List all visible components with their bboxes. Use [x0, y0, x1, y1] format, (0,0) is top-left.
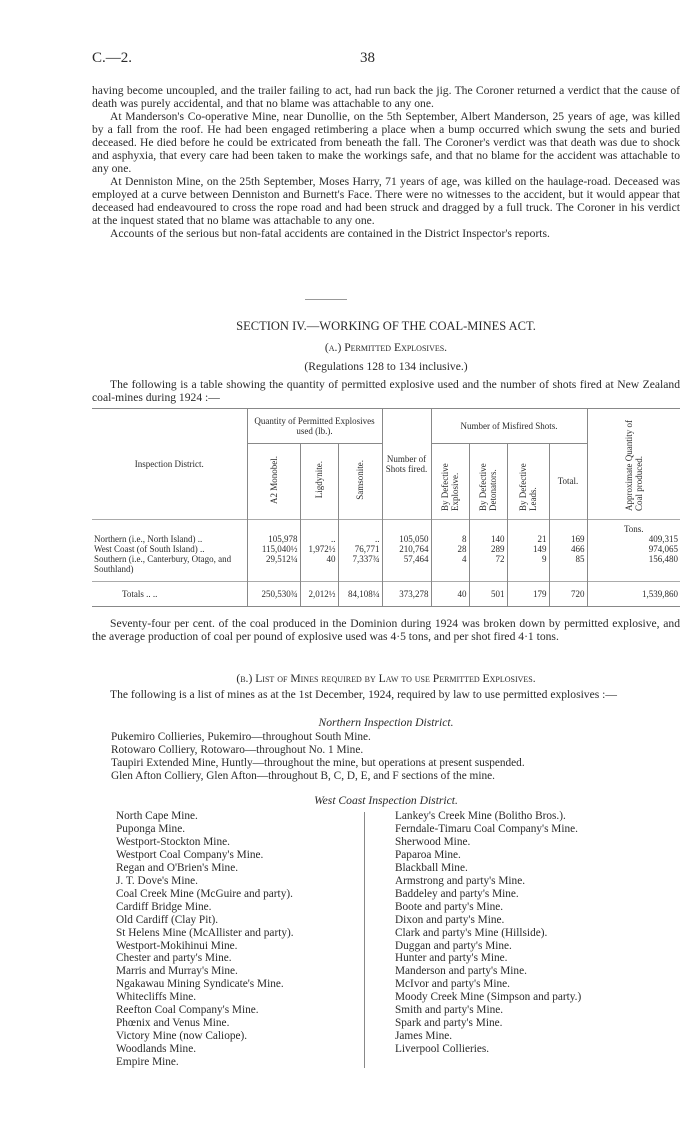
list-item: Woodlands Mine.: [116, 1043, 197, 1056]
column-divider: [364, 812, 365, 1068]
list-item: Armstrong and party's Mine.: [395, 874, 526, 887]
section-title: SECTION IV.—WORKING OF THE COAL-MINES ACT.: [236, 319, 536, 333]
list-item: Phœnix and Venus Mine.: [116, 1017, 230, 1030]
header-district: Inspection District.: [134, 458, 204, 469]
cell-shots: 373,278: [382, 582, 431, 606]
list-item: Dixon and party's Mine.: [395, 913, 505, 926]
paragraph: The following is a table showing the quantity of permitted explosive used and the number of shots fired at New Zealand coal-mines during 1924 :—: [92, 378, 680, 404]
header-def-leads: By Defective Leads.: [507, 443, 549, 519]
list-item: Pukemiro Collieries, Pukemiro—throughout South Mine.: [111, 731, 371, 743]
list-item: Reefton Coal Company's Mine.: [116, 1004, 259, 1017]
header-total: Total.: [549, 443, 587, 519]
cell-def-detonators: 72: [469, 554, 507, 574]
cell-def-leads: 21: [507, 534, 549, 544]
cell-monobel: 29,512¼: [247, 554, 300, 574]
list-item: Whitecliffs Mine.: [116, 991, 197, 1004]
westcoast-mines-right: [395, 810, 581, 1056]
page-number: 38: [360, 50, 375, 66]
list-item: Blackball Mine.: [395, 861, 468, 874]
header-samsonite: Samsonite.: [338, 443, 382, 519]
header-shots: Number of Shots fired.: [382, 409, 431, 519]
list-item: St Helens Mine (McAllister and party).: [116, 926, 294, 939]
cell-ligdynite: 1,972½: [300, 544, 338, 554]
cell-def-explosive: 8: [431, 534, 469, 544]
westcoast-district-title: West Coast Inspection District.: [314, 794, 458, 807]
accident-paragraphs: [92, 84, 680, 240]
cell-shots: 57,464: [382, 554, 431, 574]
list-intro: [92, 688, 680, 701]
cell-coal: 156,480: [587, 554, 680, 574]
table-row: [92, 554, 680, 574]
cell-samsonite: 84,108¼: [338, 582, 382, 606]
list-item: Marris and Murray's Mine.: [116, 965, 238, 978]
cell-coal: 1,539,860: [587, 582, 680, 606]
cell-samsonite: 7,337¾: [338, 554, 382, 574]
list-item: James Mine.: [395, 1030, 453, 1043]
cell-district: West Coast (of South Island) ..: [94, 543, 205, 554]
paragraph: The following is a list of mines as at the 1st December, 1924, required by law to use permitted explosives :—: [110, 688, 617, 701]
cell-total: 85: [549, 554, 587, 574]
list-item: Taupiri Extended Mine, Huntly—throughout the mine, but operations at present suspended.: [111, 756, 525, 769]
header-coal: Approximate Quantity of Coal produced.: [587, 409, 680, 519]
list-item: Regan and O'Brien's Mine.: [116, 861, 239, 874]
cell-monobel: 250,530¾: [247, 582, 300, 606]
list-item: Westport-Mokihinui Mine.: [116, 939, 238, 952]
cell-coal: 409,315: [587, 534, 680, 544]
list-item: Old Cardiff (Clay Pit).: [116, 913, 219, 926]
northern-district-title: Northern Inspection District.: [318, 716, 454, 729]
list-item: Puponga Mine.: [116, 822, 186, 835]
cell-shots: 105,050: [382, 534, 431, 544]
cell-def-detonators: 501: [469, 582, 507, 606]
cell-def-leads: 9: [507, 554, 549, 574]
cell-def-detonators: 140: [469, 534, 507, 544]
cell-total: 720: [549, 582, 587, 606]
table-row: [92, 534, 680, 544]
cell-coal: 974,065: [587, 544, 680, 554]
cell-samsonite: ..: [338, 534, 382, 544]
list-title: (b.) List of Mines required by Law to use Permitted Explosives.: [236, 672, 536, 685]
header-misfired-group: Number of Misfired Shots.: [431, 409, 587, 443]
cell-def-explosive: 4: [431, 554, 469, 574]
paragraph: At Manderson's Co-operative Mine, near Dunollie, on the 5th September, Albert Manderson, 25 years of age, was killed by a fall from the roof. He had been engaged retimbering a place when a bump occurred which swung the sets and buried deceased. He died before he could be extricated from beneath the fall. The Coroner's verdict was that death was due to shock and asphyxia, that every care had been taken to make the workings safe, and that no blame for the accident was attachable to any one.: [92, 110, 680, 175]
cell-district: Southern (i.e., Canterbury, Otago, and Southland): [94, 553, 232, 574]
cell-def-detonators: 289: [469, 544, 507, 554]
list-item: Glen Afton Colliery, Glen Afton—throughout B, C, D, E, and F sections of the mine.: [111, 769, 495, 782]
list-item: Clark and party's Mine (Hillside).: [395, 926, 548, 939]
cell-total: 466: [549, 544, 587, 554]
paragraph: having become uncoupled, and the trailer failing to act, had run back the jig. The Coroner returned a verdict that the cause of death was purely accidental, and that no blame was attachable to any one.: [92, 84, 680, 110]
list-item: Ngakawau Mining Syndicate's Mine.: [116, 978, 284, 991]
cell-samsonite: 76,771: [338, 544, 382, 554]
cell-monobel: 105,978: [247, 534, 300, 544]
table-totals-row: [92, 582, 680, 606]
cell-def-leads: 179: [507, 582, 549, 606]
header-def-detonators: By Defective Detonators.: [469, 443, 507, 519]
separator-rule: [305, 299, 347, 300]
list-item: Lankey's Creek Mine (Bolitho Bros.).: [395, 810, 566, 822]
summary-paragraph: [92, 617, 680, 643]
list-item: Duggan and party's Mine.: [395, 939, 512, 952]
cell-def-leads: 149: [507, 544, 549, 554]
cell-total: 169: [549, 534, 587, 544]
cell-ligdynite: ..: [300, 534, 338, 544]
cell-ligdynite: 40: [300, 554, 338, 574]
document-reference: C.—2.: [92, 50, 133, 66]
westcoast-mines-left: [116, 810, 294, 1069]
paragraph: Accounts of the serious but non-fatal accidents are contained in the District Inspector's reports.: [110, 227, 550, 240]
subsection-title: (a.) Permitted Explosives.: [324, 341, 448, 354]
list-item: Paparoa Mine.: [395, 848, 461, 861]
cell-def-explosive: 40: [431, 582, 469, 606]
table-row: [92, 544, 680, 554]
list-item: Baddeley and party's Mine.: [395, 887, 519, 900]
list-item: Rotowaro Colliery, Rotowaro—throughout No. 1 Mine.: [111, 743, 364, 756]
list-item: Westport Coal Company's Mine.: [116, 848, 264, 861]
table-intro: [92, 378, 680, 404]
explosives-table: [92, 408, 680, 607]
list-item: Spark and party's Mine.: [395, 1017, 503, 1030]
cell-district: Totals .. ..: [122, 588, 158, 599]
list-item: Empire Mine.: [116, 1056, 179, 1069]
list-item: Manderson and party's Mine.: [395, 965, 527, 978]
header-quantity-group: Quantity of Permitted Explosives used (lb.).: [247, 409, 382, 443]
header-monobel: A2 Monobel.: [247, 443, 300, 519]
list-item: Ferndale-Timaru Coal Company's Mine.: [395, 822, 578, 835]
list-item: North Cape Mine.: [116, 810, 198, 822]
units-label: Tons.: [587, 519, 680, 534]
list-item: Boote and party's Mine.: [395, 900, 504, 913]
paragraph: Seventy-four per cent. of the coal produced in the Dominion during 1924 was broken down by permitted explosive, and the average production of coal per pound of explosive used was 4·5 tons, and per shot fired 4·1 tons.: [92, 617, 680, 643]
list-item: McIvor and party's Mine.: [395, 978, 510, 991]
paragraph: At Denniston Mine, on the 25th September, Moses Harry, 71 years of age, was killed on the haulage-road. Deceased was employed at a curve between Denniston and Burnett's Face. There were no witnesses to the accident, but it would appear that deceased had endeavoured to cross the rope road and had been struck and dragged by a full truck. The Coroner in his verdict at the inquest stated that no blame was attachable to any one.: [92, 175, 680, 227]
cell-district: Northern (i.e., North Island) ..: [94, 533, 203, 544]
list-item: Hunter and party's Mine.: [395, 952, 508, 965]
cell-ligdynite: 2,012½: [300, 582, 338, 606]
northern-mines-list: [111, 731, 525, 783]
list-item: Moody Creek Mine (Simpson and party.): [395, 991, 582, 1004]
cell-monobel: 115,040½: [247, 544, 300, 554]
list-item: J. T. Dove's Mine.: [116, 874, 198, 887]
cell-def-explosive: 28: [431, 544, 469, 554]
list-item: Victory Mine (now Caliope).: [116, 1030, 248, 1043]
list-item: Smith and party's Mine.: [395, 1004, 504, 1017]
list-item: Westport-Stockton Mine.: [116, 835, 230, 848]
list-item: Coal Creek Mine (McGuire and party).: [116, 887, 293, 900]
header-ligdynite: Ligdynite.: [300, 443, 338, 519]
header-def-explosive: By Defective Explosive.: [431, 443, 469, 519]
list-item: Sherwood Mine.: [395, 835, 471, 848]
list-item: Cardiff Bridge Mine.: [116, 900, 212, 913]
regulations-note: (Regulations 128 to 134 inclusive.): [304, 360, 468, 373]
list-item: Chester and party's Mine.: [116, 952, 232, 965]
list-item: Liverpool Collieries.: [395, 1043, 490, 1056]
cell-shots: 210,764: [382, 544, 431, 554]
